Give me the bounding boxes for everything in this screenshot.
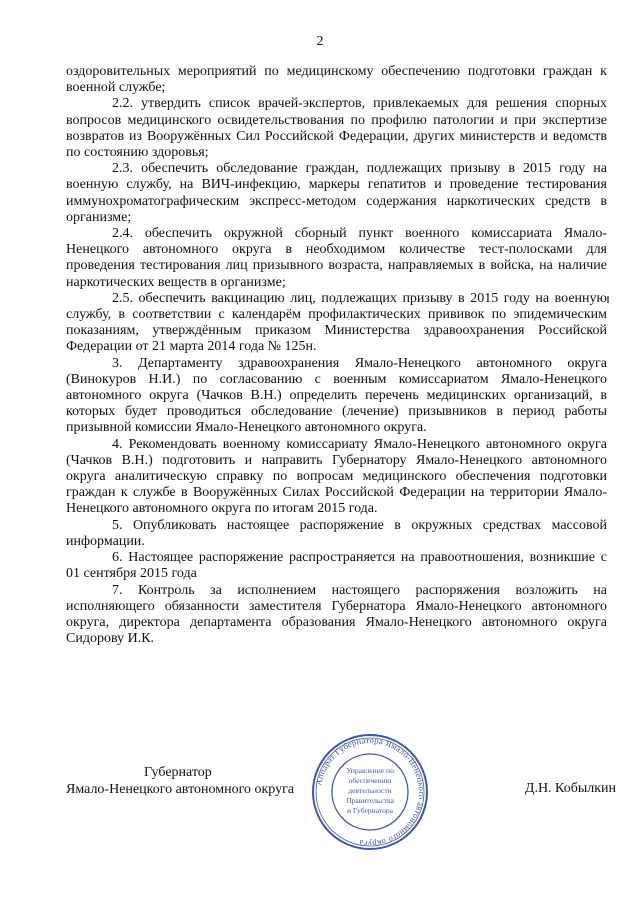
paragraph-6: 6. Настоящее распоряжение распространяется на правоотношения, возникшие с 01 сентября 2015 года xyxy=(66,550,607,582)
paragraph-5: 5. Опубликовать настоящее распоряжение в окружных средствах массовой информации. xyxy=(66,517,607,549)
stamp-ring-text: Аппарат Губернатора Ямало-Ненецкого автономного округа xyxy=(313,734,428,850)
document-body xyxy=(66,64,607,647)
stamp-center-line-4: Правительства xyxy=(346,796,394,805)
stamp-center-line-1: Управление по xyxy=(346,766,394,775)
stamp-center-line-5: и Губернатора xyxy=(346,806,394,815)
stamp-center-line-2: обеспечению xyxy=(348,776,392,785)
paragraph-2-3: 2.3. обеспечить обследование граждан, подлежащих призыву в 2015 году на военную службу, на ВИЧ-инфекцию, маркеры гепатитов и проведение тестирования иммунохроматографическим экспресс-методом содержания наркотических средств в организме; xyxy=(66,161,607,225)
signatory-name: Д.Н. Кобылкин xyxy=(524,781,616,796)
paragraph-3: 3. Департаменту здравоохранения Ямало-Ненецкого автономного округа (Винокуров Н.И.) по согласованию с военным комиссариатом Ямало-Ненецкого автономного округа (Чачков В.Н.) определить перечень медицинских организаций, в которых будет проводиться обследование (лечение) призывников в период работы призывной комиссии Ямало-Ненецкого автономного округа. xyxy=(66,355,607,436)
signature-title xyxy=(66,764,326,798)
paragraph-4: 4. Рекомендовать военному комиссариату Ямало-Ненецкого автономного округа (Чачков В.Н.) подготовить и направить Губернатору Ямало-Ненецкого автономного округа аналитическую справку по вопросам медицинского обеспечения подготовки граждан к службе в Вооружённых Силах Российской Федерации на территории Ямало-Ненецкого автономного округа по итогам 2015 года. xyxy=(66,436,607,517)
paragraph-2-4: 2.4. обеспечить окружной сборный пункт военного комиссариата Ямало-Ненецкого автономного округа в необходимом количестве тест-полосками для проведения тестирования лиц призывного возраста, направляемых в войска, на наличие наркотических веществ в организме; xyxy=(66,226,607,290)
stamp-center-line-3: деятельности xyxy=(348,786,392,795)
paragraph-2-5: 2.5. обеспечить вакцинацию лиц, подлежащих призыву в 2015 году на военную службу, в соответствии с календарём профилактических прививок по эпидемическим показаниям, утверждённым приказом Министерства здравоохранения Российской Федерации от 21 марта 2014 года № 125н. xyxy=(66,290,607,355)
paragraph-continuation: оздоровительных мероприятий по медицинскому обеспечению подготовки граждан к военной службе; xyxy=(66,64,607,96)
official-stamp xyxy=(310,732,430,852)
page-number: 2 xyxy=(316,34,324,49)
signature-title-line2: Ямало-Ненецкого автономного округа xyxy=(66,782,295,797)
paragraph-7: 7. Контроль за исполнением настоящего распоряжения возложить на исполняющего обязанности заместителя Губернатора Ямало-Ненецкого автономного округа, директора департамента образования Ямало-Ненецкого автономного округа Сидорову И.К. xyxy=(66,582,607,647)
signature-title-line1: Губернатор xyxy=(144,765,212,780)
scan-edge-mark xyxy=(607,296,609,303)
paragraph-2-2: 2.2. утвердить список врачей-экспертов, привлекаемых для решения спорных вопросов медицинского освидетельствования по профилю патологии и при экспертизе возвратов из Вооружённых Сил Российской Федерации, других министерств и ведомств по состоянию здоровья; xyxy=(66,96,607,161)
